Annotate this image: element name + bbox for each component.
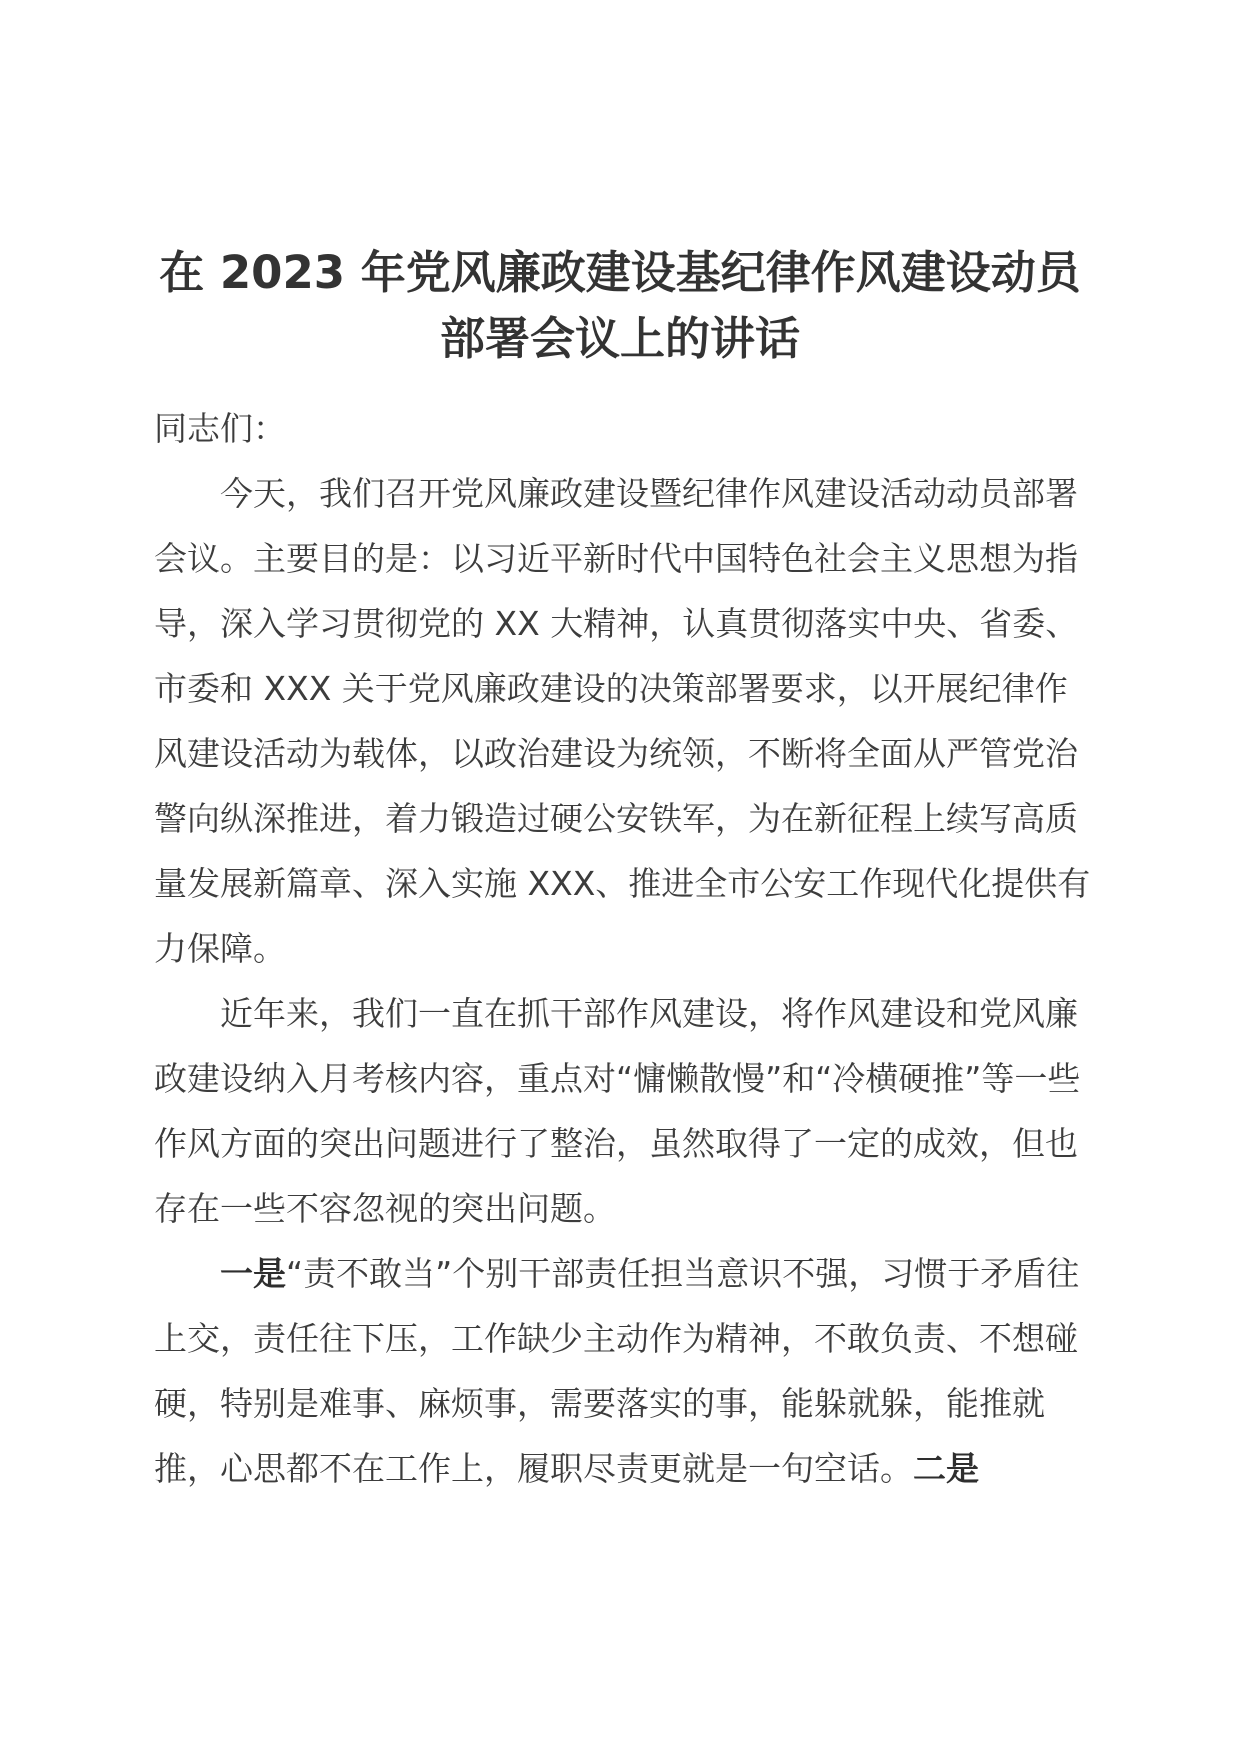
salutation: 同志们： bbox=[154, 409, 286, 448]
document-title bbox=[140, 240, 1100, 372]
paragraph-2: 近年来，我们一直在抓干部作风建设，将作风建设和党风廉政建设纳入月考核内容，重点对“慵懒散慢”和“冷横硬推”等一些作风方面的突出问题进行了整治，虽然取得了一定的成效，但也存在一些不容忽视的突出问题。 bbox=[154, 994, 1081, 1228]
paragraph-3-lead: 一是 bbox=[220, 1254, 286, 1293]
paragraph-3-tail: 二是 bbox=[913, 1449, 979, 1488]
title-line-2: 部署会议上的讲话 bbox=[439, 312, 800, 365]
paragraph-1: 今天，我们召开党风廉政建设暨纪律作风建设活动动员部署会议。主要目的是：以习近平新时代中国特色社会主义思想为指导，深入学习贯彻党的 XX 大精神，认真贯彻落实中央、省委、市委和 XXX 关于党风廉政建设的决策部署要求，以开展纪律作风建设活动为载体，以政治建设为统领，不断将全面从严管党治警向纵深推进，着力锻造过硬公安铁军，为在新征程上续写高质量发展新篇章、深入实施 XXX、推进全市公安工作现代化提供有力保障。 bbox=[154, 474, 1091, 968]
document-body bbox=[154, 396, 1094, 1501]
paragraph-3-text: “责不敢当”个别干部责任担当意识不强，习惯于矛盾往上交，责任往下压，工作缺少主动作为精神，不敢负责、不想碰硬，特别是难事、麻烦事，需要落实的事，能躲就躲，能推就推，心思都不在工作上，履职尽责更就是一句空话。 bbox=[154, 1254, 1080, 1488]
title-line-1: 在 2023 年党风廉政建设基纪律作风建设动员 bbox=[159, 246, 1081, 299]
paragraph-3 bbox=[154, 1241, 1094, 1501]
